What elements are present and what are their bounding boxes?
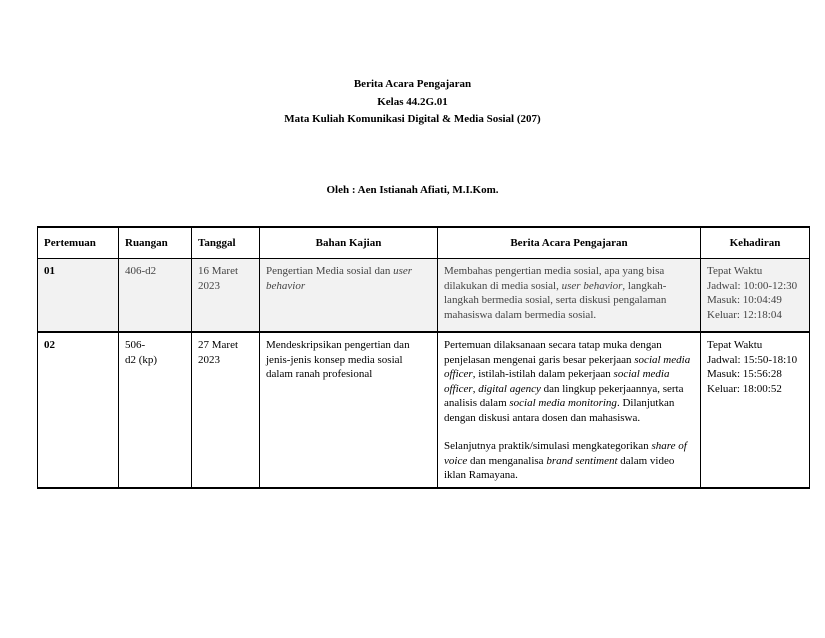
ruangan-line: d2 (kp) — [125, 353, 158, 366]
berita-text: , — [472, 382, 479, 395]
bahan-italic: user behavior — [266, 265, 413, 292]
lecturer-name: Oleh : Aen Istianah Afiati, M.I.Kom. — [326, 184, 499, 196]
cell-pertemuan: 02 — [38, 332, 119, 488]
cell-bahan-kajian — [260, 259, 438, 333]
cell-berita-acara — [438, 259, 701, 333]
berita-text: . Dilanjutkan dengan diskusi antara dosen dan mahasiswa. — [444, 397, 675, 424]
berita-italic: social media officer — [444, 353, 691, 380]
attendance-status: Tepat Waktu — [707, 265, 763, 277]
table-row — [38, 259, 810, 333]
ruangan-line: 506- — [125, 339, 146, 351]
cell-kehadiran — [701, 332, 810, 488]
berita-italic: digital agency — [478, 382, 541, 395]
cell-kehadiran — [701, 259, 810, 333]
attendance-in: Masuk: 10:04:49 — [707, 294, 782, 306]
berita-text: Selanjutnya praktik/simulasi mengkategorikan — [444, 440, 652, 452]
attendance-status: Tepat Waktu — [707, 339, 763, 351]
cell-berita-acara — [438, 332, 701, 488]
berita-text: dan lingkup pekerjaannya, serta analisis dalam — [444, 382, 684, 409]
document-title: Berita Acara Pengajaran — [353, 78, 472, 90]
class-code: Kelas 44.2G.01 — [377, 95, 448, 108]
cell-tanggal: 16 Maret 2023 — [192, 259, 260, 333]
course-name: Mata Kuliah Komunikasi Digital & Media Sosial (207) — [284, 113, 541, 125]
document-header — [0, 76, 825, 129]
berita-text: Membahas pengertian media sosial, apa yang bisa dilakukan di media sosial, — [444, 265, 665, 292]
berita-paragraph-2 — [444, 439, 694, 483]
cell-bahan-kajian: Mendeskripsikan pengertian dan jenis-jenis konsep media sosial dalam ranah profesional — [260, 332, 438, 488]
col-header-ruangan: Ruangan — [119, 227, 192, 259]
cell-ruangan — [119, 332, 192, 488]
col-header-berita-acara: Berita Acara Pengajaran — [438, 227, 701, 259]
attendance-out: Keluar: 12:18:04 — [707, 308, 782, 321]
attendance-schedule: Jadwal: 15:50-18:10 — [707, 353, 798, 366]
cell-ruangan: 406-d2 — [119, 259, 192, 333]
cell-pertemuan: 01 — [38, 259, 119, 333]
berita-italic: brand sentiment — [546, 454, 618, 467]
attendance-in: Masuk: 15:56:28 — [707, 368, 782, 380]
attendance-out: Keluar: 18:00:52 — [707, 382, 782, 395]
col-header-bahan-kajian: Bahan Kajian — [260, 227, 438, 259]
teaching-report-table — [37, 226, 810, 489]
berita-text: , langkah-langkah bermedia sosial, serta diskusi pengalaman mahasiswa dalam bermedia sosial. — [444, 279, 667, 321]
berita-text: Pertemuan dilaksanaan secara tatap muka dengan penjelasan mengenai garis besar pekerjaan — [444, 339, 662, 366]
table-row — [38, 332, 810, 488]
cell-tanggal: 27 Maret 2023 — [192, 332, 260, 488]
berita-italic: share of voice — [444, 440, 687, 467]
berita-italic: user behavior — [561, 279, 623, 292]
berita-italic: social media officer — [444, 368, 670, 395]
berita-text: dan menganalisa — [467, 454, 547, 467]
attendance-schedule: Jadwal: 10:00-12:30 — [707, 279, 798, 292]
table-header-row — [38, 227, 810, 259]
berita-italic: social media monitoring — [509, 397, 617, 409]
col-header-tanggal: Tanggal — [192, 227, 260, 259]
berita-paragraph-1 — [444, 338, 694, 425]
berita-text: dalam video iklan Ramayana. — [444, 454, 675, 481]
col-header-pertemuan: Pertemuan — [38, 227, 119, 259]
berita-text: , istilah-istilah dalam pekerjaan — [472, 368, 614, 380]
col-header-kehadiran: Kehadiran — [701, 227, 810, 259]
bahan-text: Pengertian Media sosial dan — [266, 265, 391, 277]
